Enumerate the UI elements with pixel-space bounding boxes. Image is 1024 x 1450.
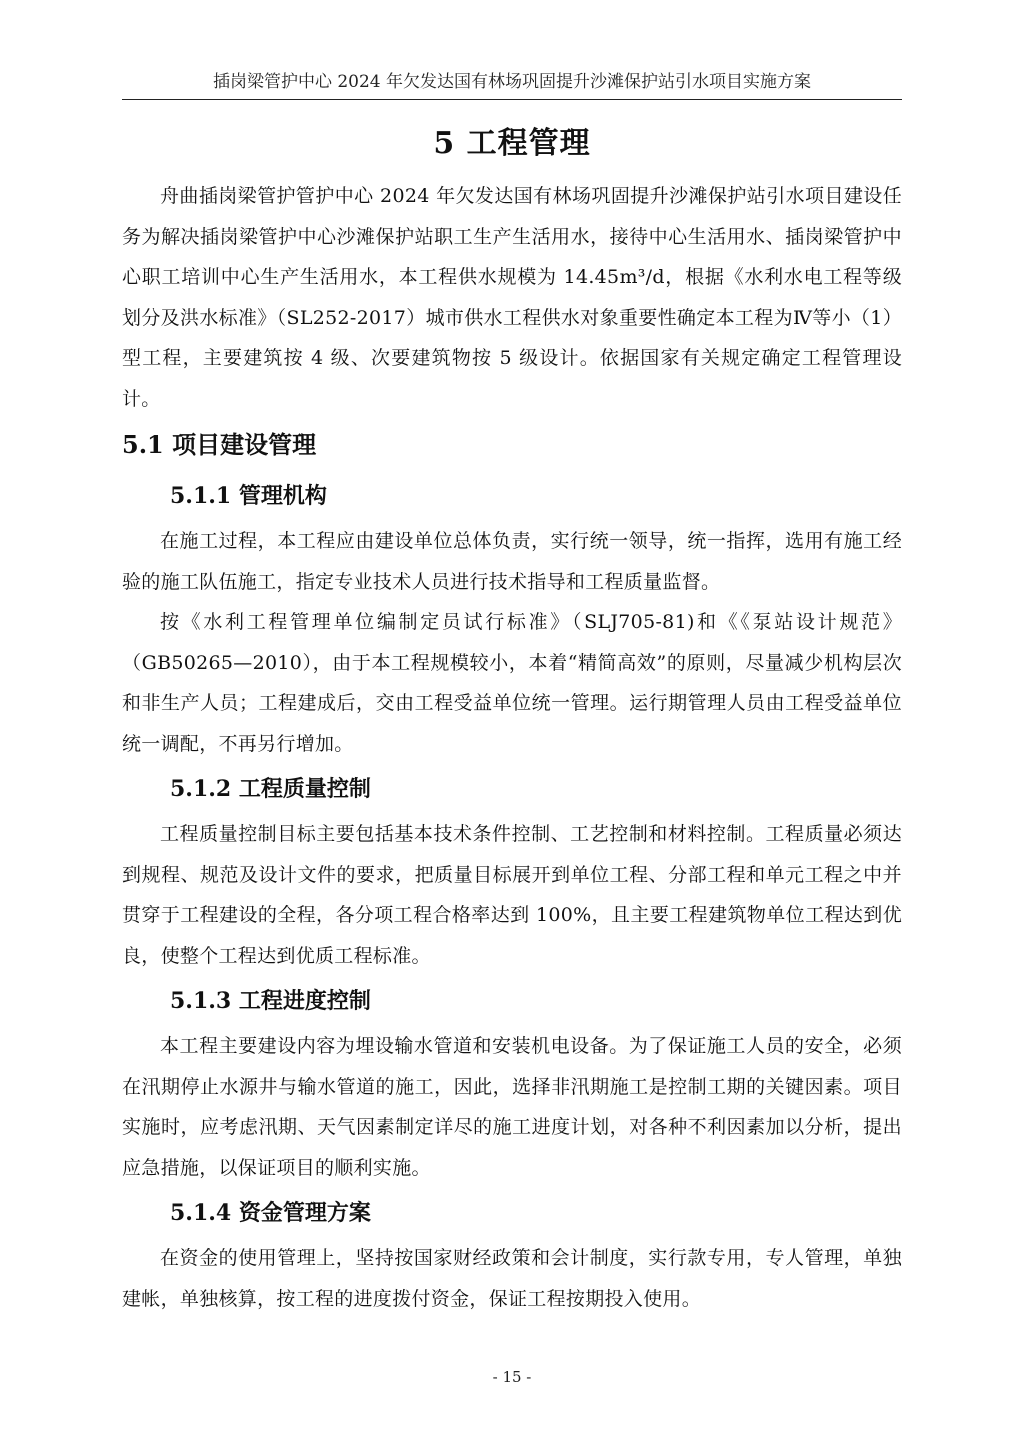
paragraph-management-org-1: 在施工过程，本工程应由建设单位总体负责，实行统一领导，统一指挥，选用有施工经验的施工队伍施工，指定专业技术人员进行技术指导和工程质量监督。 xyxy=(122,530,902,593)
chapter-intro-paragraph: 舟曲插岗梁管护管护中心 2024 年欠发达国有林场巩固提升沙滩保护站引水项目建设任务为解决插岗梁管护中心沙滩保护站职工生产生活用水，接待中心生活用水、插岗梁管护中心职工培训中心生产生活用水，本工程供水规模为 14.45m³/d，根据《水利水电工程等级划分及洪水标准》（SL252-2017）城市供水工程供水对象重要性确定本工程为Ⅳ等小（1）型工程，主要建筑按 4 级、次要建筑物按 5 级设计。依据国家有关规定确定工程管理设计。 xyxy=(122,185,902,410)
subsection-heading-funds-management: 5.1.4 资金管理方案 xyxy=(170,1200,371,1226)
page-content xyxy=(122,118,902,1319)
subsection-heading-quality-control: 5.1.2 工程质量控制 xyxy=(170,776,371,802)
paragraph-funds-management: 在资金的使用管理上，坚持按国家财经政策和会计制度，实行款专用，专人管理，单独建帐，单独核算，按工程的进度拨付资金，保证工程按期投入使用。 xyxy=(122,1247,902,1310)
paragraph-quality-control: 工程质量控制目标主要包括基本技术条件控制、工艺控制和材料控制。工程质量必须达到规程、规范及设计文件的要求，把质量目标展开到单位工程、分部工程和单元工程之中并贯穿于工程建设的全程，各分项工程合格率达到 100%，且主要工程建筑物单位工程达到优良，使整个工程达到优质工程标准。 xyxy=(122,823,902,967)
running-header: 插岗梁管护中心 2024 年欠发达国有林场巩固提升沙滩保护站引水项目实施方案 xyxy=(212,72,812,92)
header-rule xyxy=(122,99,902,100)
subsection-heading-management-org: 5.1.1 管理机构 xyxy=(170,483,327,509)
paragraph-schedule-control: 本工程主要建设内容为埋设输水管道和安装机电设备。为了保证施工人员的安全，必须在汛期停止水源井与输水管道的施工，因此，选择非汛期施工是控制工期的关键因素。项目实施时，应考虑汛期、天气因素制定详尽的施工进度计划，对各种不利因素加以分析，提出应急措施，以保证项目的顺利实施。 xyxy=(122,1035,902,1179)
chapter-title: 5 工程管理 xyxy=(433,126,591,161)
subsection-heading-schedule-control: 5.1.3 工程进度控制 xyxy=(170,988,371,1014)
paragraph-management-org-2: 按《水利工程管理单位编制定员试行标准》（SLJ705-81)和《《泵站设计规范》（GB50265—2010），由于本工程规模较小，本着“精简高效”的原则，尽量减少机构层次和非生产人员；工程建成后，交由工程受益单位统一管理。运行期管理人员由工程受益单位统一调配，不再另行增加。 xyxy=(122,611,902,755)
section-heading: 5.1 项目建设管理 xyxy=(122,430,317,459)
page-number: - 15 - xyxy=(492,1368,532,1386)
